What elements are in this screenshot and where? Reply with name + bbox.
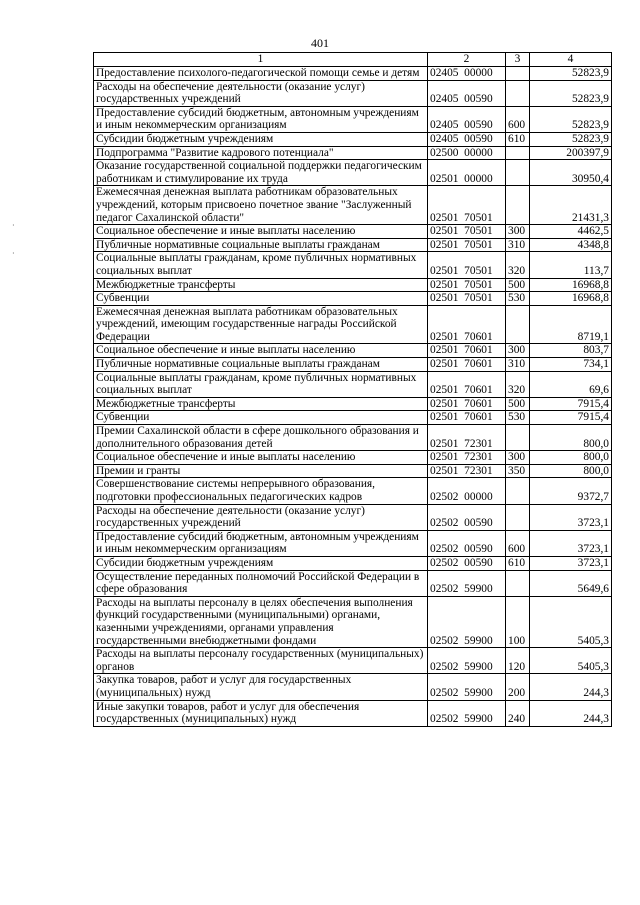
row-vr-cell: 320	[506, 252, 530, 278]
row-vr-cell: 350	[506, 464, 530, 478]
margin-mark: ·	[12, 249, 15, 258]
row-vr-cell: 500	[506, 397, 530, 411]
table-row	[94, 344, 612, 358]
col-header-vr: 3	[506, 53, 530, 67]
row-sum-cell: 16968,8	[530, 278, 612, 292]
row-code-cell: 02501 70601	[428, 305, 506, 344]
row-vr-cell: 500	[506, 278, 530, 292]
table-row	[94, 425, 612, 451]
table-row	[94, 504, 612, 530]
row-sum-cell: 4462,5	[530, 225, 612, 239]
table-row	[94, 238, 612, 252]
margin-mark: ·	[12, 221, 15, 230]
row-name-cell: Предоставление психолого-педагогической помощи семье и детям	[94, 67, 428, 81]
row-name-cell: Ежемесячная денежная выплата работникам образовательных учреждений, которым присвоено почетное звание "Заслуженный педагог Сахалинской области"	[94, 186, 428, 225]
table-row	[94, 700, 612, 726]
row-name-cell: Публичные нормативные социальные выплаты гражданам	[94, 238, 428, 252]
row-sum-cell: 3723,1	[530, 556, 612, 570]
row-code-cell: 02502 00590	[428, 556, 506, 570]
row-name-cell: Социальное обеспечение и иные выплаты населению	[94, 451, 428, 465]
row-vr-cell: 300	[506, 344, 530, 358]
row-name-cell: Расходы на обеспечение деятельности (оказание услуг) государственных учреждений	[94, 80, 428, 106]
row-name-cell: Субсидии бюджетным учреждениям	[94, 556, 428, 570]
row-code-cell: 02501 00000	[428, 160, 506, 186]
table-row	[94, 292, 612, 306]
row-code-cell: 02502 00000	[428, 478, 506, 504]
col-header-name: 1	[94, 53, 428, 67]
row-code-cell: 02501 70601	[428, 397, 506, 411]
budget-table	[93, 52, 612, 727]
row-code-cell: 02501 72301	[428, 451, 506, 465]
table-row	[94, 596, 612, 647]
row-sum-cell: 5405,3	[530, 648, 612, 674]
row-sum-cell: 244,3	[530, 674, 612, 700]
row-sum-cell: 803,7	[530, 344, 612, 358]
row-sum-cell: 113,7	[530, 252, 612, 278]
table-row	[94, 252, 612, 278]
row-code-cell: 02501 70601	[428, 371, 506, 397]
row-sum-cell: 5649,6	[530, 570, 612, 596]
row-sum-cell: 5405,3	[530, 596, 612, 647]
row-name-cell: Социальные выплаты гражданам, кроме публичных нормативных социальных выплат	[94, 371, 428, 397]
row-code-cell: 02502 00590	[428, 504, 506, 530]
row-vr-cell	[506, 425, 530, 451]
row-vr-cell: 100	[506, 596, 530, 647]
row-vr-cell: 600	[506, 530, 530, 556]
row-code-cell: 02501 72301	[428, 464, 506, 478]
row-name-cell: Премии Сахалинской области в сфере дошкольного образования и дополнительного образования детей	[94, 425, 428, 451]
row-sum-cell: 200397,9	[530, 146, 612, 160]
row-sum-cell: 21431,3	[530, 186, 612, 225]
row-vr-cell: 320	[506, 371, 530, 397]
row-vr-cell	[506, 478, 530, 504]
row-name-cell: Межбюджетные трансферты	[94, 278, 428, 292]
row-name-cell: Совершенствование системы непрерывного образования, подготовки профессиональных педагогических кадров	[94, 478, 428, 504]
row-vr-cell	[506, 67, 530, 81]
table-row	[94, 478, 612, 504]
row-vr-cell: 610	[506, 132, 530, 146]
row-vr-cell: 530	[506, 292, 530, 306]
table-row	[94, 80, 612, 106]
row-code-cell: 02501 70501	[428, 238, 506, 252]
row-sum-cell: 69,6	[530, 371, 612, 397]
row-sum-cell: 52823,9	[530, 67, 612, 81]
row-name-cell: Закупка товаров, работ и услуг для государственных (муниципальных) нужд	[94, 674, 428, 700]
table-row	[94, 674, 612, 700]
row-name-cell: Предоставление субсидий бюджетным, автономным учреждениям и иным некоммерческим организациям	[94, 106, 428, 132]
row-name-cell: Социальные выплаты гражданам, кроме публичных нормативных социальных выплат	[94, 252, 428, 278]
row-code-cell: 02501 70501	[428, 186, 506, 225]
row-name-cell: Субвенции	[94, 411, 428, 425]
row-sum-cell: 52823,9	[530, 132, 612, 146]
row-name-cell: Субсидии бюджетным учреждениям	[94, 132, 428, 146]
row-name-cell: Расходы на обеспечение деятельности (оказание услуг) государственных учреждений	[94, 504, 428, 530]
row-code-cell: 02405 00590	[428, 80, 506, 106]
row-code-cell: 02501 70501	[428, 278, 506, 292]
row-name-cell: Публичные нормативные социальные выплаты гражданам	[94, 358, 428, 372]
row-code-cell: 02501 70601	[428, 411, 506, 425]
row-name-cell: Осуществление переданных полномочий Российской Федерации в сфере образования	[94, 570, 428, 596]
row-sum-cell: 7915,4	[530, 397, 612, 411]
table-row	[94, 556, 612, 570]
table-row	[94, 225, 612, 239]
row-name-cell: Субвенции	[94, 292, 428, 306]
row-code-cell: 02501 70601	[428, 344, 506, 358]
row-sum-cell: 30950,4	[530, 160, 612, 186]
row-vr-cell: 610	[506, 556, 530, 570]
row-name-cell: Расходы на выплаты персоналу в целях обеспечения выполнения функций государственными (муниципальными) органами, казенными учреждениями, органами управления государственными внебюджетными фондами	[94, 596, 428, 647]
row-code-cell: 02502 59900	[428, 570, 506, 596]
row-name-cell: Межбюджетные трансферты	[94, 397, 428, 411]
row-vr-cell	[506, 146, 530, 160]
row-sum-cell: 16968,8	[530, 292, 612, 306]
row-sum-cell: 9372,7	[530, 478, 612, 504]
table-row	[94, 371, 612, 397]
row-vr-cell: 200	[506, 674, 530, 700]
row-sum-cell: 7915,4	[530, 411, 612, 425]
row-name-cell: Социальное обеспечение и иные выплаты населению	[94, 225, 428, 239]
row-sum-cell: 52823,9	[530, 80, 612, 106]
row-sum-cell: 3723,1	[530, 530, 612, 556]
row-code-cell: 02405 00590	[428, 132, 506, 146]
header-row	[94, 53, 612, 67]
table-row	[94, 160, 612, 186]
row-code-cell: 02502 59900	[428, 596, 506, 647]
row-vr-cell	[506, 504, 530, 530]
table-row	[94, 530, 612, 556]
row-sum-cell: 800,0	[530, 464, 612, 478]
row-code-cell: 02500 00000	[428, 146, 506, 160]
row-sum-cell: 52823,9	[530, 106, 612, 132]
row-sum-cell: 800,0	[530, 425, 612, 451]
row-name-cell: Иные закупки товаров, работ и услуг для обеспечения государственных (муниципальных) нужд	[94, 700, 428, 726]
table-row	[94, 305, 612, 344]
page-number: 401	[311, 36, 329, 50]
row-vr-cell: 240	[506, 700, 530, 726]
table-row	[94, 397, 612, 411]
row-vr-cell: 300	[506, 225, 530, 239]
row-code-cell: 02502 59900	[428, 648, 506, 674]
row-sum-cell: 4348,8	[530, 238, 612, 252]
row-vr-cell: 530	[506, 411, 530, 425]
row-sum-cell: 8719,1	[530, 305, 612, 344]
row-name-cell: Расходы на выплаты персоналу государственных (муниципальных) органов	[94, 648, 428, 674]
row-code-cell: 02405 00590	[428, 106, 506, 132]
table-row	[94, 278, 612, 292]
row-vr-cell	[506, 305, 530, 344]
table-row	[94, 411, 612, 425]
row-vr-cell: 600	[506, 106, 530, 132]
row-code-cell: 02501 72301	[428, 425, 506, 451]
table-row	[94, 106, 612, 132]
row-vr-cell: 310	[506, 358, 530, 372]
row-name-cell: Социальное обеспечение и иные выплаты населению	[94, 344, 428, 358]
row-vr-cell: 120	[506, 648, 530, 674]
row-vr-cell	[506, 160, 530, 186]
row-name-cell: Премии и гранты	[94, 464, 428, 478]
row-sum-cell: 800,0	[530, 451, 612, 465]
row-code-cell: 02405 00000	[428, 67, 506, 81]
table-row	[94, 464, 612, 478]
row-vr-cell	[506, 80, 530, 106]
row-name-cell: Предоставление субсидий бюджетным, автономным учреждениям и иным некоммерческим организациям	[94, 530, 428, 556]
row-sum-cell: 244,3	[530, 700, 612, 726]
row-sum-cell: 3723,1	[530, 504, 612, 530]
row-name-cell: Подпрограмма "Развитие кадрового потенциала"	[94, 146, 428, 160]
table-row	[94, 67, 612, 81]
col-header-sum: 4	[530, 53, 612, 67]
row-code-cell: 02502 59900	[428, 674, 506, 700]
row-code-cell: 02502 00590	[428, 530, 506, 556]
table-row	[94, 648, 612, 674]
row-sum-cell: 734,1	[530, 358, 612, 372]
row-name-cell: Ежемесячная денежная выплата работникам образовательных учреждений, имеющим государственные награды Российской Федерации	[94, 305, 428, 344]
row-code-cell: 02501 70501	[428, 292, 506, 306]
table-row	[94, 570, 612, 596]
table-row	[94, 451, 612, 465]
row-vr-cell	[506, 186, 530, 225]
table-row	[94, 146, 612, 160]
row-vr-cell	[506, 570, 530, 596]
row-vr-cell: 310	[506, 238, 530, 252]
row-code-cell: 02501 70501	[428, 225, 506, 239]
row-code-cell: 02502 59900	[428, 700, 506, 726]
row-name-cell: Оказание государственной социальной поддержки педагогическим работникам и стимулирование их труда	[94, 160, 428, 186]
col-header-code: 2	[428, 53, 506, 67]
table-row	[94, 358, 612, 372]
table-row	[94, 132, 612, 146]
table-body	[94, 67, 612, 727]
table-row	[94, 186, 612, 225]
row-code-cell: 02501 70501	[428, 252, 506, 278]
row-code-cell: 02501 70601	[428, 358, 506, 372]
row-vr-cell: 300	[506, 451, 530, 465]
